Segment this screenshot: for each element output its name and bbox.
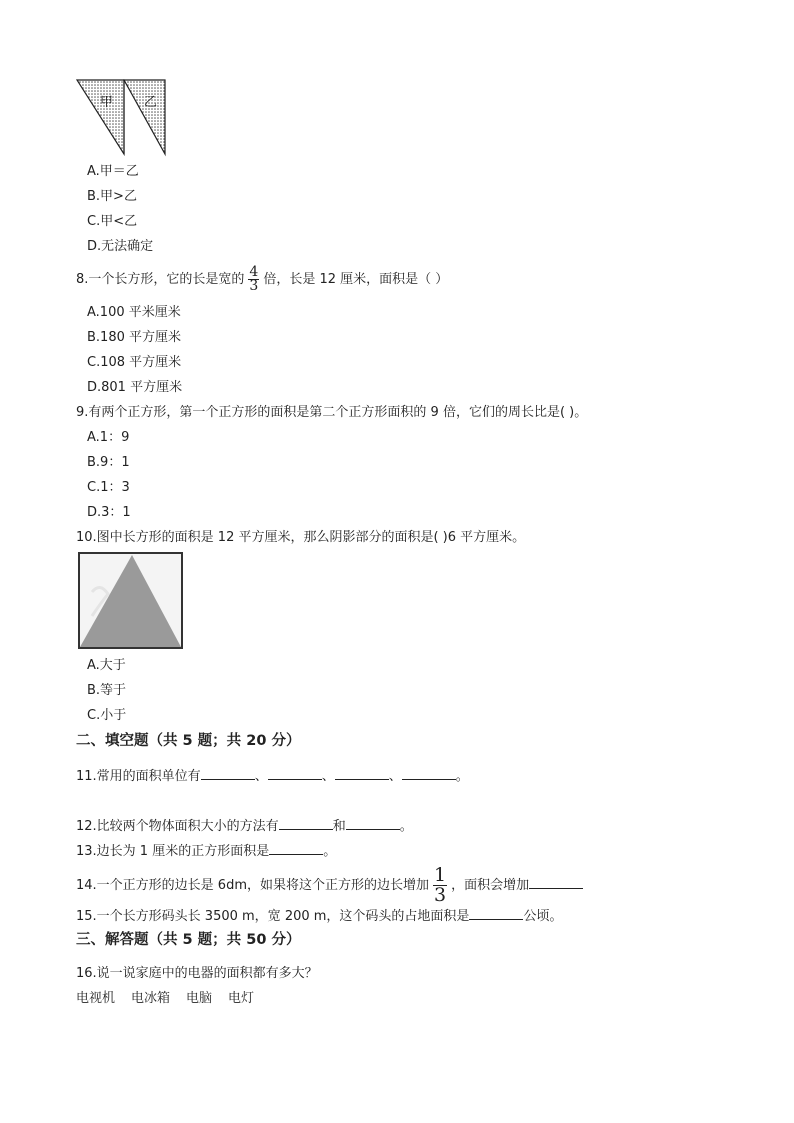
q10-option-b[interactable]: B.等于 (87, 683, 127, 698)
q8-option-b[interactable]: B.180 平方厘米 (87, 330, 181, 345)
q8-fraction (248, 266, 259, 293)
q7-option-a[interactable]: A.甲＝乙 (87, 164, 139, 179)
q11-question (76, 767, 469, 785)
q7-option-b[interactable]: B.甲>乙 (87, 189, 137, 204)
q11-sep-2: 、 (321, 769, 335, 784)
q16-item-fridge: 电冰箱 (131, 991, 171, 1006)
q15-prefix: 15.一个长方形码头长 3500 m，宽 200 m，这个码头的占地面积是 (76, 909, 470, 924)
q12-blank-1[interactable] (279, 817, 333, 830)
q8-option-c[interactable]: C.108 平方厘米 (87, 355, 182, 370)
q16-item-lamp: 电灯 (228, 991, 255, 1006)
q13-prefix: 13.边长为 1 厘米的正方形面积是 (76, 844, 270, 859)
label-jia: 甲 (100, 95, 114, 110)
triangle-yi (124, 80, 165, 154)
q15-suffix: 公顷。 (523, 909, 563, 924)
triangle-jia (77, 80, 124, 154)
q11-suffix: 。 (455, 769, 469, 784)
q9-option-c[interactable]: C.1：3 (87, 480, 130, 495)
q9-option-a[interactable]: A.1：9 (87, 430, 130, 445)
q8-frac-num: 4 (249, 264, 259, 280)
q11-blank-3[interactable] (335, 767, 389, 780)
q11-blank-1[interactable] (201, 767, 255, 780)
q16-item-computer: 电脑 (186, 991, 213, 1006)
q13-blank[interactable] (269, 842, 323, 855)
q8-text-before: 8.一个长方形，它的长是宽的 (76, 272, 245, 287)
q14-question (76, 866, 583, 905)
q14-prefix: 14.一个正方形的边长是 6dm，如果将这个正方形的边长增加 (76, 878, 429, 893)
figure-triangles (76, 78, 168, 158)
q16-item-tv: 电视机 (76, 991, 116, 1006)
q8-question (76, 266, 448, 293)
q11-sep-3: 、 (388, 769, 402, 784)
q11-sep-1: 、 (254, 769, 268, 784)
q12-mid: 和 (332, 819, 346, 834)
q16-question: 16.说一说家庭中的电器的面积都有多大？ (76, 966, 318, 981)
label-yi: 乙 (144, 95, 158, 110)
section-answer-heading: 三、解答题（共 5 题；共 50 分） (76, 932, 301, 948)
q10-option-a[interactable]: A.大于 (87, 658, 126, 673)
q10-option-c[interactable]: C.小于 (87, 708, 127, 723)
q11-blank-4[interactable] (402, 767, 456, 780)
q7-option-c[interactable]: C.甲<乙 (87, 214, 138, 229)
q8-option-a[interactable]: A.100 平米厘米 (87, 305, 181, 320)
q12-suffix: 。 (399, 819, 413, 834)
q14-suffix: ，面积会增加 (451, 878, 530, 893)
q9-option-d[interactable]: D.3：1 (87, 505, 131, 520)
q8-text-after: 倍，长是 12 厘米，面积是（ ） (263, 272, 449, 287)
q10-question: 10.图中长方形的面积是 12 平方厘米，那么阴影部分的面积是( )6 平方厘米。 (76, 530, 526, 545)
q14-fraction (433, 866, 447, 905)
q11-blank-2[interactable] (268, 767, 322, 780)
q15-question (76, 907, 562, 925)
q12-question (76, 817, 413, 835)
q14-frac-num: 1 (434, 864, 447, 886)
q12-blank-2[interactable] (346, 817, 400, 830)
q16-items (76, 991, 254, 1007)
q9-option-b[interactable]: B.9：1 (87, 455, 130, 470)
q15-blank[interactable] (469, 907, 523, 920)
q8-frac-den: 3 (249, 278, 259, 294)
figure-rectangle-triangle (78, 552, 184, 650)
q12-prefix: 12.比较两个物体面积大小的方法有 (76, 819, 279, 834)
q13-question (76, 842, 336, 860)
q7-option-d[interactable]: D.无法确定 (87, 239, 154, 254)
q8-option-d[interactable]: D.801 平方厘米 (87, 380, 183, 395)
q9-question: 9.有两个正方形，第一个正方形的面积是第二个正方形面积的 9 倍，它们的周长比是( )。 (76, 405, 588, 420)
section-fill-in-heading: 二、填空题（共 5 题；共 20 分） (76, 733, 301, 749)
q14-blank[interactable] (529, 876, 583, 889)
q14-frac-den: 3 (434, 884, 447, 906)
q11-prefix: 11.常用的面积单位有 (76, 769, 201, 784)
q13-suffix: 。 (323, 844, 337, 859)
